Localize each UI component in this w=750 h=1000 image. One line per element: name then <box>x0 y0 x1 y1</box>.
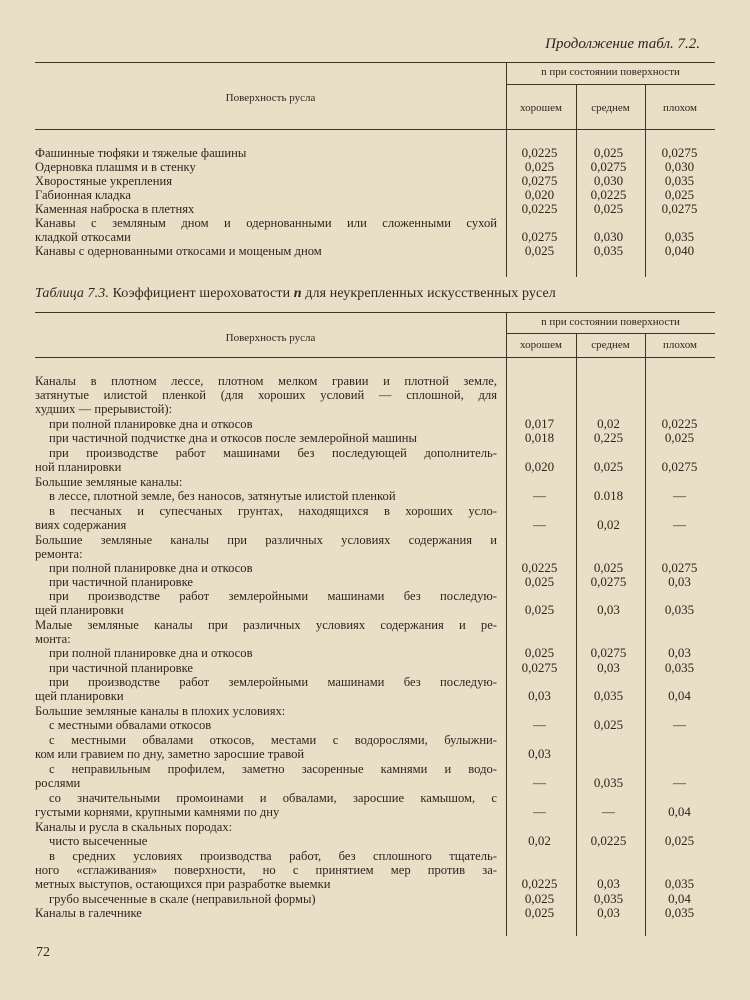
n-value-good: 0,0275 <box>521 229 558 244</box>
surface-description <box>35 834 497 848</box>
surface-description <box>35 431 497 445</box>
table-row <box>35 374 715 416</box>
description-line: ремонта: <box>35 547 83 561</box>
n-value-bad: 0,04 <box>668 688 691 703</box>
surface-description <box>35 718 497 732</box>
surface-description <box>35 675 497 703</box>
surface-description <box>35 849 497 891</box>
description-line: Одерновка плашмя и в стенку <box>35 160 196 174</box>
continuation-label: Продолжение табл. 7.2. <box>545 36 700 52</box>
n-value-medium: 0,02 <box>597 517 620 532</box>
n-value-bad: 0,035 <box>664 602 695 617</box>
n-value-medium: — <box>602 804 615 819</box>
caption-label: Таблица 7.3. <box>35 286 109 301</box>
description-line: с неправильным профилем, заметно засоренные камнями и водо- <box>49 762 497 776</box>
description-line: Фашинные тюфяки и тяжелые фашины <box>35 146 247 160</box>
header-bottom-rule <box>35 357 715 358</box>
description-line: Габионная кладка <box>35 188 131 202</box>
surface-description <box>35 533 497 561</box>
page-number: 72 <box>36 945 50 960</box>
n-value-good: 0,0225 <box>521 145 558 160</box>
table-row <box>35 618 715 646</box>
n-value-bad: 0,040 <box>664 243 695 258</box>
n-value-medium: 0,0225 <box>590 833 627 848</box>
n-value-good: 0,0225 <box>521 876 558 891</box>
n-value-bad: — <box>673 717 686 732</box>
table-row <box>35 589 715 617</box>
roughness-table-7-3 <box>35 312 715 936</box>
n-value-bad: 0,0275 <box>661 201 698 216</box>
n-value-bad: 0,035 <box>664 876 695 891</box>
description-line: при частичной планировке <box>49 661 193 675</box>
n-value-medium: 0,025 <box>593 145 624 160</box>
n-value-good: 0,025 <box>524 891 555 906</box>
description-line: при полной планировке дна и откосов <box>49 417 253 431</box>
description-line: густыми корнями, крупными камнями по дну <box>35 805 280 819</box>
n-value-bad: 0,04 <box>668 891 691 906</box>
description-line: при полной планировке дна и откосов <box>49 646 253 660</box>
n-value-good: 0,025 <box>524 905 555 920</box>
n-value-good: 0,0275 <box>521 660 558 675</box>
n-value-medium: 0,02 <box>597 416 620 431</box>
n-value-bad: 0,025 <box>664 430 695 445</box>
surface-description <box>35 892 497 906</box>
table-row <box>35 661 715 675</box>
header-inner-rule <box>506 333 715 334</box>
table-top-rule <box>35 312 715 313</box>
n-value-good: — <box>533 717 546 732</box>
description-line: Большие земляные каналы при различных условиях содержания и <box>35 533 497 547</box>
n-value-good: 0,017 <box>524 416 555 431</box>
description-line: Большие земляные каналы: <box>35 475 183 489</box>
description-line: в песчаных и супесчаных грунтах, находящихся в хороших усло- <box>49 504 497 518</box>
header-bad: плохом <box>663 339 697 351</box>
n-value-bad: — <box>673 775 686 790</box>
n-value-bad: 0,030 <box>664 159 695 174</box>
description-line: с местными обвалами откосов, местами с водорослями, булыжни- <box>49 733 497 747</box>
surface-description <box>35 618 497 646</box>
n-value-bad: 0,0275 <box>661 459 698 474</box>
n-value-medium: 0,030 <box>593 229 624 244</box>
n-value-medium: 0,225 <box>593 430 624 445</box>
description-line: Каменная наброска в плетнях <box>35 202 195 216</box>
table-row <box>35 446 715 474</box>
n-value-medium: 0,025 <box>593 459 624 474</box>
header-good: хорошем <box>520 102 562 114</box>
n-value-good: 0,0225 <box>521 560 558 575</box>
surface-description <box>35 489 497 503</box>
header-surface: Поверхность русла <box>225 92 316 104</box>
description-line: в средних условиях производства работ, без сплошного тщатель- <box>49 849 497 863</box>
header-n-group: n при состоянии поверхности <box>541 316 680 328</box>
n-value-bad: 0,0225 <box>661 416 698 431</box>
n-value-medium: 0,025 <box>593 717 624 732</box>
n-value-good: 0,025 <box>524 243 555 258</box>
surface-description <box>35 146 497 160</box>
n-value-good: — <box>533 775 546 790</box>
surface-description <box>35 661 497 675</box>
header-n-group: n при состоянии поверхности <box>541 66 680 78</box>
table-row <box>35 561 715 575</box>
description-line: рослями <box>35 776 81 790</box>
description-line: ной планировки <box>35 460 122 474</box>
description-line: метных выступов, остающихся при разработке выемки <box>35 877 331 891</box>
table-row <box>35 244 715 258</box>
surface-description <box>35 733 497 761</box>
description-line: ком или гравием по дну, заметно заросшие травой <box>35 747 305 761</box>
table-row <box>35 849 715 891</box>
roughness-table-7-2 <box>35 62 715 277</box>
n-value-good: 0,03 <box>528 746 551 761</box>
surface-description <box>35 374 497 416</box>
surface-description <box>35 216 497 244</box>
table-row <box>35 834 715 848</box>
surface-description <box>35 646 497 660</box>
surface-description <box>35 504 497 532</box>
table-row <box>35 575 715 589</box>
table-row <box>35 216 715 244</box>
description-line: Каналы и русла в скальных породах: <box>35 820 233 834</box>
table-row <box>35 475 715 489</box>
caption-text-before: Коэффициент шероховатости <box>112 286 291 301</box>
n-value-bad: 0,025 <box>664 187 695 202</box>
table-row <box>35 489 715 503</box>
description-line: при производстве работ землеройными машинами без последую- <box>49 589 497 603</box>
table-row <box>35 188 715 202</box>
description-line: затянутые илистой пленкой (для хороших условий — сплошной, для <box>35 388 497 402</box>
n-value-medium: 0,025 <box>593 560 624 575</box>
table-row <box>35 733 715 761</box>
n-value-good: — <box>533 517 546 532</box>
n-value-good: 0,018 <box>524 430 555 445</box>
description-line: чисто высеченные <box>49 834 148 848</box>
n-value-medium: 0,0275 <box>590 574 627 589</box>
n-value-bad: 0,0275 <box>661 560 698 575</box>
description-line: при полной планировке дна и откосов <box>49 561 253 575</box>
table-row <box>35 892 715 906</box>
n-value-good: 0,025 <box>524 602 555 617</box>
table-row <box>35 146 715 160</box>
n-value-medium: 0.018 <box>593 488 624 503</box>
description-line: щей планировки <box>35 689 124 703</box>
n-value-good: 0,025 <box>524 574 555 589</box>
n-value-good: — <box>533 488 546 503</box>
table-row <box>35 504 715 532</box>
surface-description <box>35 762 497 790</box>
n-value-bad: — <box>673 517 686 532</box>
description-line: кладкой откосами <box>35 230 131 244</box>
table-row <box>35 202 715 216</box>
table-row <box>35 704 715 718</box>
description-line: Хворостяные укрепления <box>35 174 173 188</box>
n-value-bad: 0,025 <box>664 833 695 848</box>
table-row <box>35 533 715 561</box>
surface-description <box>35 160 497 174</box>
surface-description <box>35 791 497 819</box>
table-row <box>35 160 715 174</box>
surface-description <box>35 575 497 589</box>
table-row <box>35 417 715 431</box>
n-value-bad: 0,03 <box>668 645 691 660</box>
n-value-good: 0,03 <box>528 688 551 703</box>
n-value-good: 0,025 <box>524 159 555 174</box>
header-medium: среднем <box>591 339 630 351</box>
surface-description <box>35 820 497 834</box>
n-value-bad: 0,04 <box>668 804 691 819</box>
header-bad: плохом <box>663 102 697 114</box>
description-line: со значительными промоинами и обвалами, заросшие камышом, с <box>49 791 497 805</box>
n-value-good: 0,025 <box>524 645 555 660</box>
surface-description <box>35 906 497 920</box>
n-value-medium: 0,03 <box>597 905 620 920</box>
description-line: Малые земляные каналы при различных условиях содержания и ре- <box>35 618 497 632</box>
description-line: с местными обвалами откосов <box>49 718 212 732</box>
surface-description <box>35 417 497 431</box>
surface-description <box>35 446 497 474</box>
description-line: грубо высеченные в скале (неправильной формы) <box>49 892 316 906</box>
n-value-good: 0,020 <box>524 187 555 202</box>
surface-description <box>35 561 497 575</box>
surface-description <box>35 244 497 258</box>
table-row <box>35 431 715 445</box>
n-value-bad: 0,035 <box>664 660 695 675</box>
table-caption <box>35 286 556 302</box>
n-value-bad: 0,035 <box>664 173 695 188</box>
description-line: виях содержания <box>35 518 127 532</box>
surface-description <box>35 188 497 202</box>
n-value-medium: 0,025 <box>593 201 624 216</box>
n-value-bad: 0,035 <box>664 905 695 920</box>
description-line: при производстве работ землеройными машинами без последую- <box>49 675 497 689</box>
n-value-medium: 0,0225 <box>590 187 627 202</box>
n-value-good: 0,02 <box>528 833 551 848</box>
n-value-bad: 0,0275 <box>661 145 698 160</box>
description-line: худших — прерывистой): <box>35 402 173 416</box>
n-value-medium: 0,03 <box>597 602 620 617</box>
n-value-good: — <box>533 804 546 819</box>
description-line: ного «сглаживания» поверхности, но с принятием мер против за- <box>35 863 497 877</box>
n-value-bad: 0,035 <box>664 229 695 244</box>
n-value-medium: 0,035 <box>593 243 624 258</box>
header-bottom-rule <box>35 129 715 130</box>
description-line: щей планировки <box>35 603 124 617</box>
surface-description <box>35 589 497 617</box>
n-value-medium: 0,035 <box>593 891 624 906</box>
table-row <box>35 174 715 188</box>
description-line: Канавы с земляным дном и одернованными или сложенными сухой <box>35 216 497 230</box>
n-value-medium: 0,0275 <box>590 159 627 174</box>
caption-text-after: для неукрепленных искусственных русел <box>305 286 556 301</box>
description-line: монта: <box>35 632 71 646</box>
table-row <box>35 675 715 703</box>
n-value-bad: — <box>673 488 686 503</box>
n-value-medium: 0,030 <box>593 173 624 188</box>
header-surface: Поверхность русла <box>225 332 316 344</box>
surface-description <box>35 202 497 216</box>
table-top-rule <box>35 62 715 63</box>
description-line: Большие земляные каналы в плохих условиях: <box>35 704 286 718</box>
table-row <box>35 820 715 834</box>
header-inner-rule <box>506 84 715 85</box>
n-value-medium: 0,03 <box>597 876 620 891</box>
surface-description <box>35 174 497 188</box>
table-row <box>35 718 715 732</box>
surface-description <box>35 475 497 489</box>
n-value-bad: 0,03 <box>668 574 691 589</box>
header-medium: среднем <box>591 102 630 114</box>
surface-description <box>35 704 497 718</box>
table-row <box>35 906 715 920</box>
table-row <box>35 791 715 819</box>
caption-symbol: n <box>293 286 302 301</box>
header-good: хорошем <box>520 339 562 351</box>
description-line: при частичной планировке <box>49 575 193 589</box>
description-line: в лессе, плотной земле, без наносов, затянутые илистой пленкой <box>49 489 396 503</box>
description-line: Каналы в галечнике <box>35 906 142 920</box>
table-row <box>35 646 715 660</box>
table-row <box>35 762 715 790</box>
description-line: Каналы в плотном лессе, плотном мелком гравии и плотной земле, <box>35 374 497 388</box>
n-value-medium: 0,03 <box>597 660 620 675</box>
n-value-good: 0,0225 <box>521 201 558 216</box>
n-value-medium: 0,035 <box>593 688 624 703</box>
description-line: Канавы с одернованными откосами и мощеным дном <box>35 244 322 258</box>
n-value-medium: 0,035 <box>593 775 624 790</box>
description-line: при частичной подчистке дна и откосов после землеройной машины <box>49 431 417 445</box>
n-value-medium: 0,0275 <box>590 645 627 660</box>
n-value-good: 0,020 <box>524 459 555 474</box>
description-line: при производстве работ машинами без последующей дополнитель- <box>49 446 497 460</box>
n-value-good: 0,0275 <box>521 173 558 188</box>
